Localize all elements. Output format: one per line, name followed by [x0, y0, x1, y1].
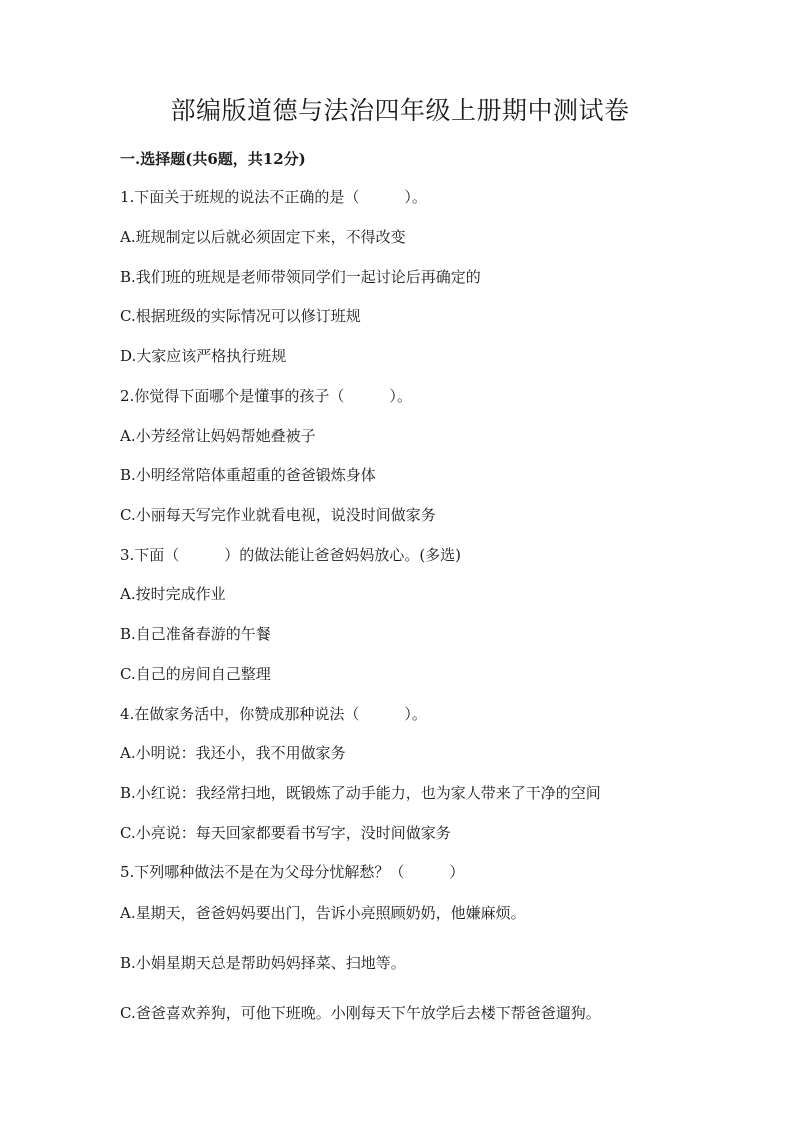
question-4-option-b: B.小红说：我经常扫地，既锻炼了动手能力，也为家人带来了干净的空间 — [120, 784, 601, 802]
question-5-option-c: C.爸爸喜欢养狗，可他下班晚。小刚每天下午放学后去楼下帮爸爸遛狗。 — [120, 1004, 601, 1022]
question-1-option-a: A.班规制定以后就必须固定下来，不得改变 — [120, 228, 406, 246]
question-2-option-b: B.小明经常陪体重超重的爸爸锻炼身体 — [120, 466, 376, 484]
question-5-option-a: A.星期天，爸爸妈妈要出门，告诉小亮照顾奶奶，他嫌麻烦。 — [120, 904, 526, 922]
question-4-option-a: A.小明说：我还小，我不用做家务 — [120, 744, 346, 762]
question-3-option-c: C.自己的房间自己整理 — [120, 665, 271, 683]
question-3: 3.下面（ ）的做法能让爸爸妈妈放心。(多选) — [120, 546, 462, 564]
page-title: 部编版道德与法治四年级上册期中测试卷 — [170, 96, 630, 125]
question-4-option-c: C.小亮说：每天回家都要看书写字，没时间做家务 — [120, 824, 451, 842]
question-2: 2.你觉得下面哪个是懂事的孩子（ ）。 — [120, 387, 412, 405]
question-5: 5.下列哪种做法不是在为父母分忧解愁？（ ） — [120, 863, 465, 881]
question-1-option-c: C.根据班级的实际情况可以修订班规 — [120, 307, 361, 325]
section-heading: 一.选择题(共6题，共12分) — [120, 150, 306, 168]
question-3-option-b: B.自己准备春游的午餐 — [120, 625, 271, 643]
question-1-option-d: D.大家应该严格执行班规 — [120, 347, 287, 365]
question-3-option-a: A.按时完成作业 — [120, 585, 226, 603]
question-1: 1.下面关于班规的说法不正确的是（ ）。 — [120, 188, 427, 206]
question-5-option-b: B.小娟星期天总是帮助妈妈择菜、扫地等。 — [120, 954, 406, 972]
question-4: 4.在做家务活中，你赞成那种说法（ ）。 — [120, 705, 427, 723]
question-2-option-a: A.小芳经常让妈妈帮她叠被子 — [120, 427, 316, 445]
question-1-option-b: B.我们班的班规是老师带领同学们一起讨论后再确定的 — [120, 268, 481, 286]
question-2-option-c: C.小丽每天写完作业就看电视，说没时间做家务 — [120, 506, 436, 524]
